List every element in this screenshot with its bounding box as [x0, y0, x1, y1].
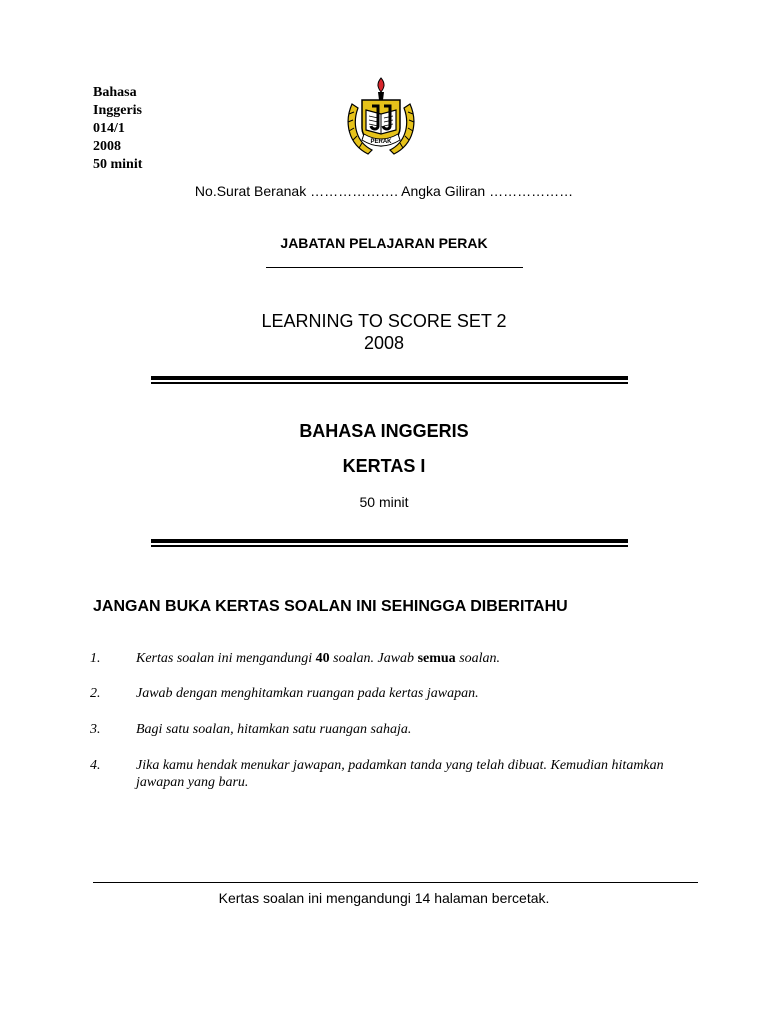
paper-duration: 50 minit	[359, 494, 409, 510]
meta-subject: Bahasa	[93, 85, 137, 100]
instruction-number: 2.	[90, 686, 101, 701]
subject-title: BAHASA INGGERIS	[299, 421, 469, 441]
department-name: JABATAN PELAJARAN PERAK	[280, 235, 488, 251]
index-number-blank: ………………	[489, 183, 574, 199]
department-underline	[266, 267, 523, 268]
instruction-item	[90, 650, 690, 668]
footer-divider	[93, 882, 698, 883]
candidate-details	[0, 183, 768, 199]
instruction-item	[90, 757, 690, 793]
instruction-number: 4.	[90, 758, 101, 773]
instruction-item	[90, 685, 690, 703]
set-title	[0, 310, 768, 354]
meta-year: 2008	[93, 139, 121, 154]
instruction-item	[90, 721, 690, 739]
meta-code: 014/1	[93, 121, 125, 136]
instruction-number: 1.	[90, 651, 101, 666]
divider-bottom	[151, 539, 628, 547]
set-title-line1: LEARNING TO SCORE SET 2	[261, 311, 507, 331]
paper-metadata	[93, 84, 142, 174]
page-count-note: Kertas soalan ini mengandungi 14 halaman bercetak.	[218, 890, 550, 906]
exam-warning: JANGAN BUKA KERTAS SOALAN INI SEHINGGA DIBERITAHU	[93, 598, 568, 615]
birth-cert-label: No.Surat Beranak	[194, 183, 307, 199]
instruction-text: Jika kamu hendak menukar jawapan, padamkan tanda yang telah dibuat. Kemudian hitamkan jawapan yang baru.	[136, 758, 664, 790]
index-number-label: Angka Giliran	[401, 183, 486, 199]
meta-duration: 50 minit	[93, 157, 143, 172]
set-title-line2: 2008	[363, 333, 405, 353]
instruction-text: Bagi satu soalan, hitamkan satu ruangan sahaja.	[136, 722, 412, 737]
divider-top	[151, 376, 628, 384]
paper-title: KERTAS I	[342, 456, 426, 476]
instruction-number: 3.	[90, 722, 101, 737]
instruction-text: Kertas soalan ini mengandungi 40 soalan. Jawab semua soalan.	[136, 651, 501, 666]
meta-subject-2: Inggeris	[93, 103, 142, 118]
crest-label: PERAK	[370, 139, 392, 145]
birth-cert-blank: ……………….	[310, 183, 398, 199]
perak-education-crest-icon	[338, 74, 424, 160]
instruction-text: Jawab dengan menghitamkan ruangan pada kertas jawapan.	[136, 686, 479, 701]
